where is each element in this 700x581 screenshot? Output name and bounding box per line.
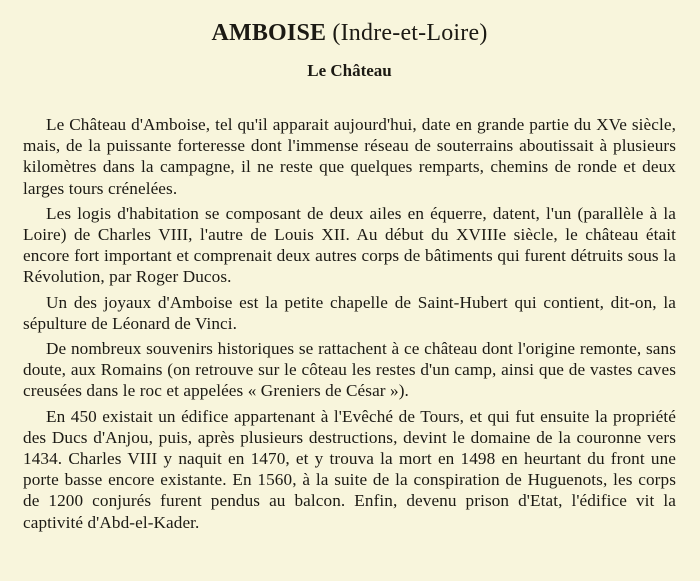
paragraph-3: Un des joyaux d'Amboise est la petite chapelle de Saint-Hubert qui contient, dit-on, la sépulture de Léonard de Vinci.	[23, 292, 676, 333]
title-region: (Indre-et-Loire)	[332, 20, 488, 46]
paragraph-4: De nombreux souvenirs historiques se rattachent à ce château dont l'origine remonte, sans doute, aux Romains (on retrouve sur le côteau les restes d'un camp, ainsi que de vastes caves creusées dans le roc et appelées « Greniers de César »).	[23, 339, 676, 401]
paragraph-5: En 450 existait un édifice appartenant à l'Evêché de Tours, et qui fut ensuite la propriété des Ducs d'Anjou, puis, après plusieurs destructions, devint le domaine de la couronne vers 1434. Charles VIII y naquit en 1470, et y trouva la mort en 1498 en heurtant du front une porte basse encore existante. En 1560, à la suite de la conspiration de Huguenots, les corps de 1200 conjurés furent pendus au balcon. Enfin, devenu prison d'Etat, l'édifice vit la captivité d'Abd-el-Kader.	[23, 406, 676, 532]
title-place: AMBOISE	[211, 20, 327, 46]
paragraph-2: Les logis d'habitation se composant de deux ailes en équerre, datent, l'un (parallèle à la Loire) de Charles VIII, l'autre de Louis XII. Au début du XVIIIe siècle, le château était encore fort important et comprenait deux autres corps de bâtiments qui furent détruits sous la Révolution, par Roger Ducos.	[23, 203, 676, 287]
body-text	[23, 114, 676, 533]
paragraph-1: Le Château d'Amboise, tel qu'il apparait aujourd'hui, date en grande partie du XVe siècle, mais, de la puissante forteresse dont l'immense réseau de souterrains aboutissait à plusieurs kilomètres dans la campagne, il ne reste que quelques remparts, chemins de ronde et deux larges tours crénelées.	[23, 115, 676, 198]
page-title	[23, 18, 676, 48]
section-subtitle: Le Château	[307, 61, 392, 80]
